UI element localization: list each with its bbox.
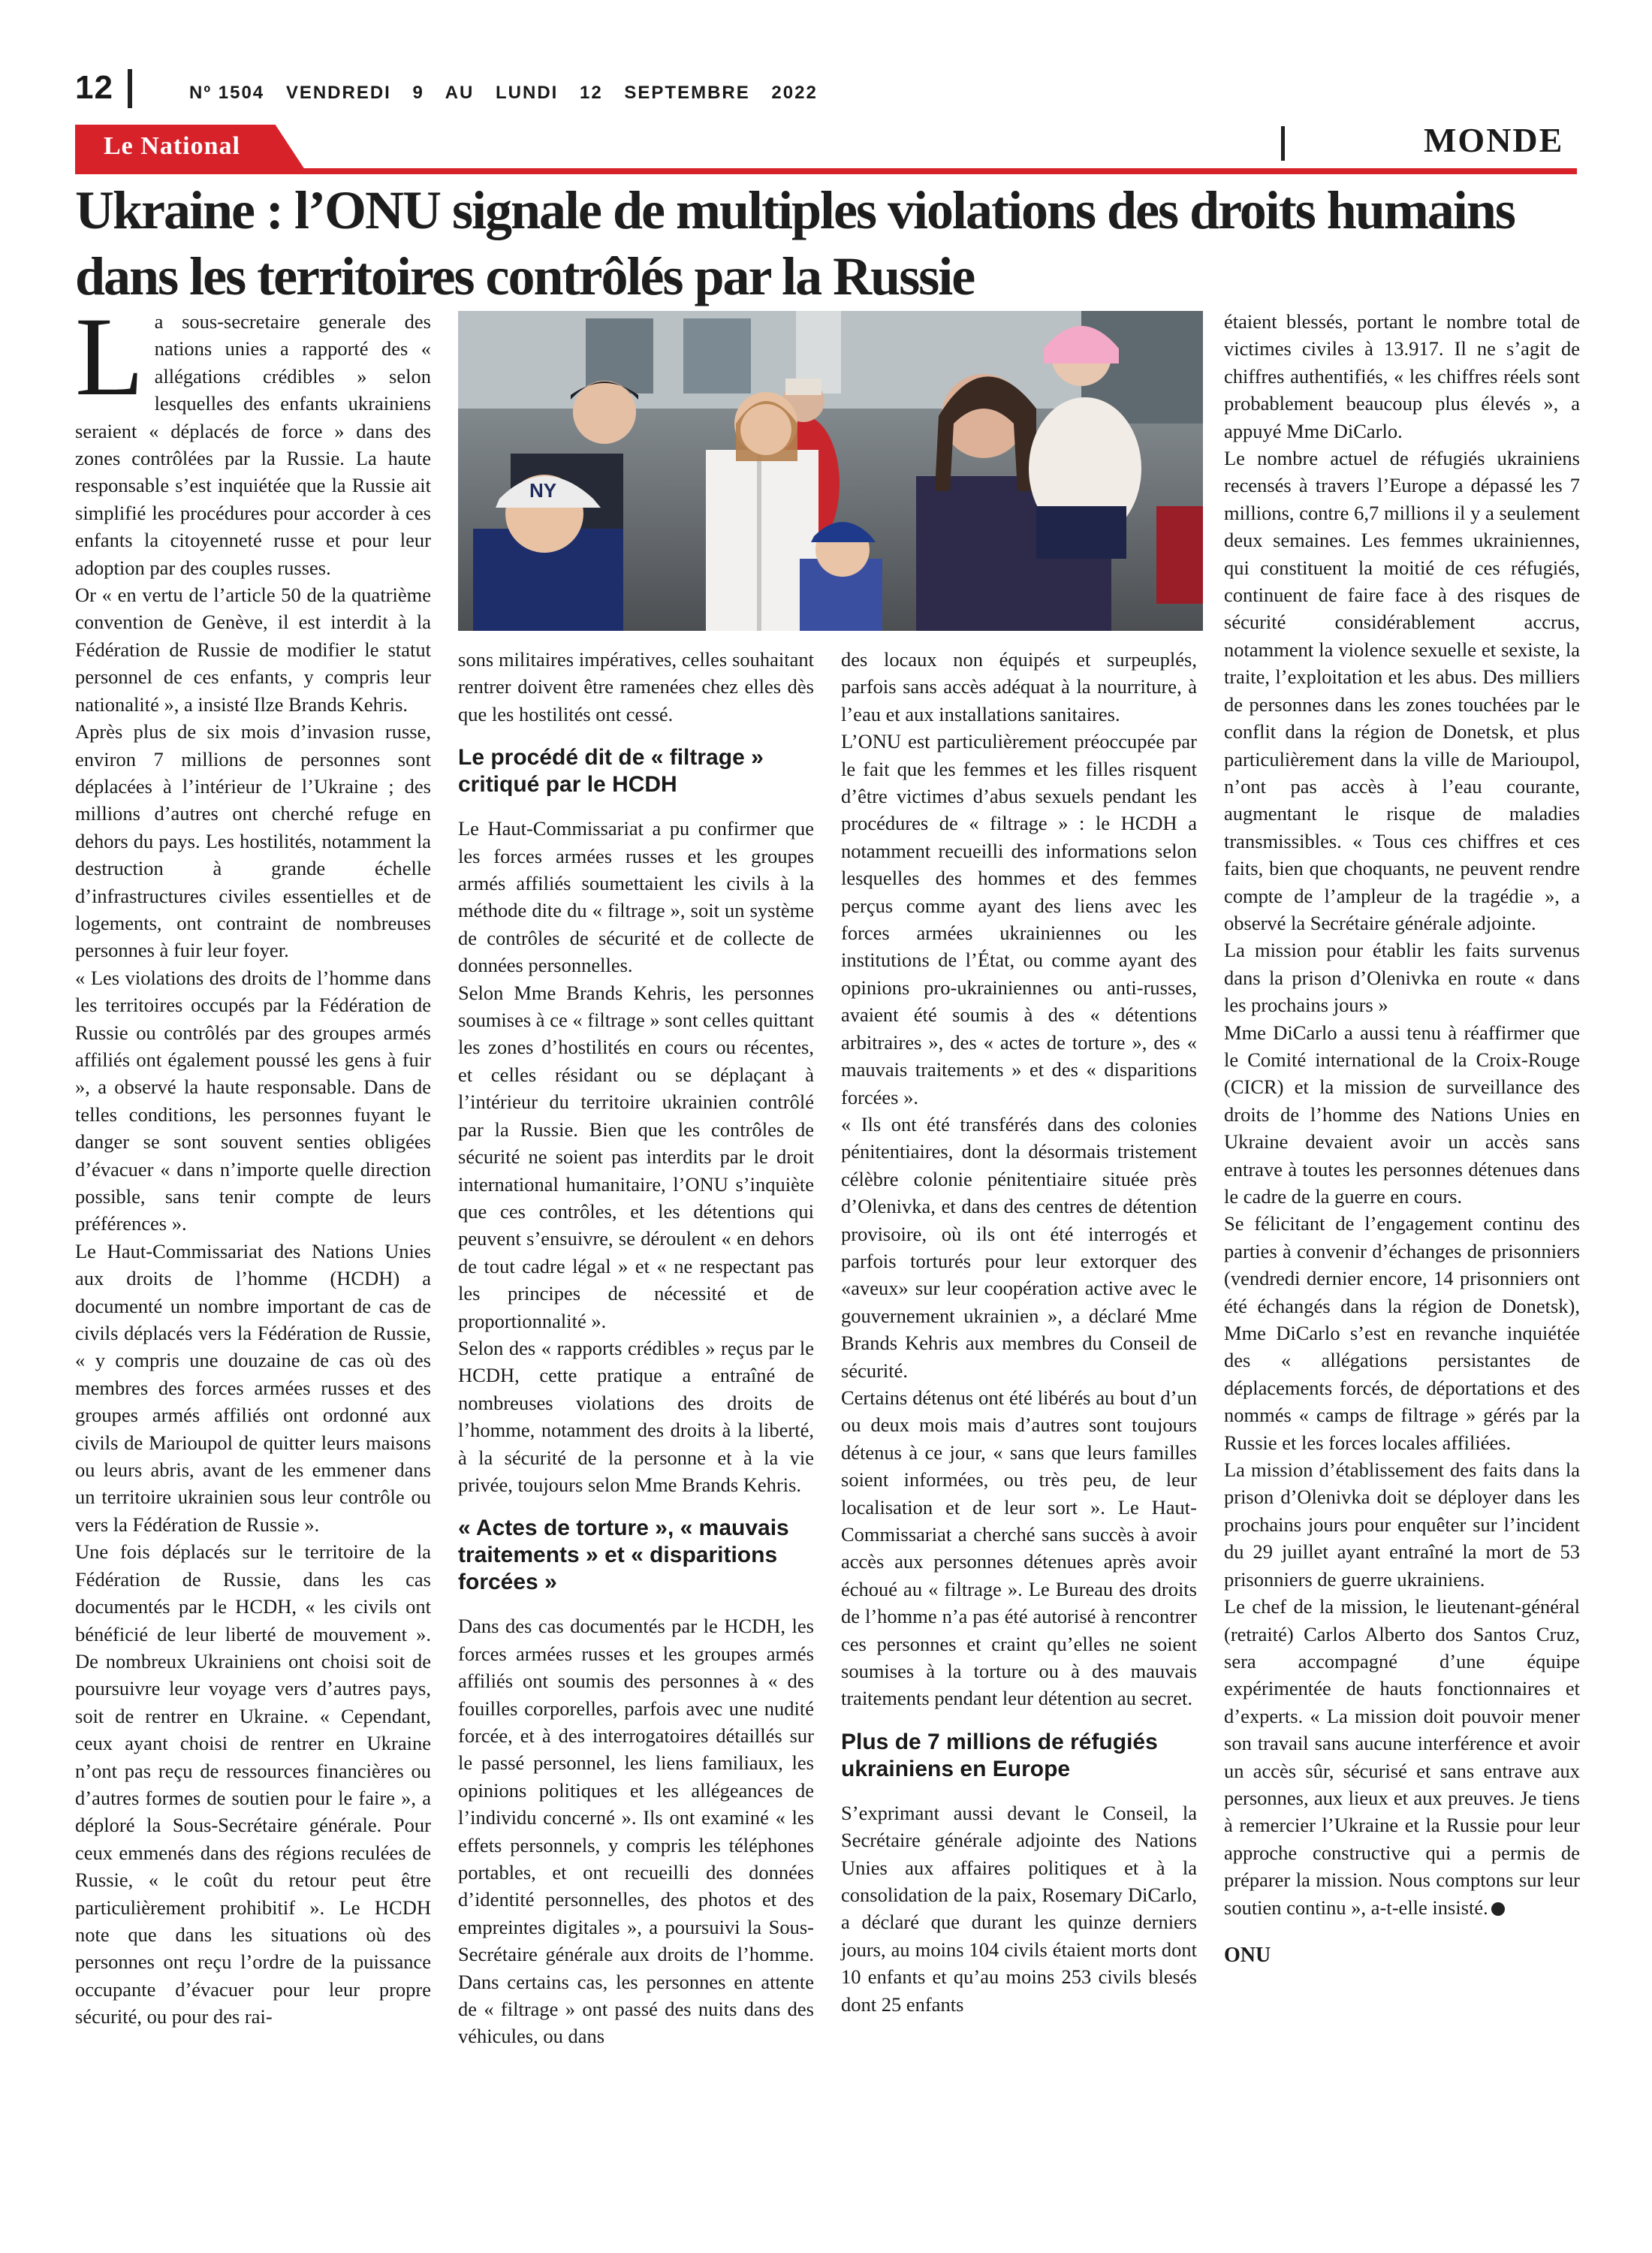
article-paragraph: La mission pour établir les faits survenus dans la prison d’Olenivka en route « dans les prochains jours » bbox=[1224, 939, 1580, 1017]
paragraph-text: a sous-secretaire generale des nations unies a rapporté des « allégations crédibles » selon lesquelles des enfants ukrainiens seraient « déplacés de force » dans des zones contrôlées par la Russie. La haute responsable s’est inquiétée que la Russie ait simplifié les procédures pour accorder à ces enfants la citoyenneté russe et pour leur adoption par des couples russes. bbox=[75, 310, 431, 579]
subheading: Le procédé dit de « filtrage » critiqué par le HCDH bbox=[458, 745, 764, 798]
article-paragraph: Le nombre actuel de réfugiés ukrainiens recensés à travers l’Europe a dépassé les 7 millions, contre 6,7 millions il y a seulement deux semaines. Les femmes ukrainiennes, qui constituent la moitié de ces réfugiés, continuent de faire face à des risques de sécurité considérablement accrus, notamment la violence sexuelle et sexiste, la traite, l’exploitation et les abus. Des milliers de personnes dans les zones touchées par le conflit dans la région de Donetsk, et plus particulièrement dans la ville de Marioupol, n’ont pas accès à l’eau courante, augmentant le risque de maladies transmissibles. « Tous ces chiffres et ces faits, bien que choquants, ne peuvent rendre compte de l’ampleur de la tragédie », a observé la Secrétaire générale adjointe. bbox=[1224, 447, 1580, 934]
article-column-1 bbox=[75, 294, 431, 2031]
refugee-family-photo bbox=[458, 311, 1203, 631]
article-paragraph: « Les violations des droits de l’homme dans les territoires occupés par la Fédération de Russie ou contrôlés par des groupes armés affiliés ont également poussé les gens à fuir », a observé la haute responsable. Dans de telles conditions, les personnes fuyant le danger se sont souvent senties obligées d’évacuer « dans n’importe quelle direction possible, sans tenir compte de leurs préférences ». bbox=[75, 966, 431, 1235]
article-paragraph: Certains détenus ont été libérés au bout d’un ou deux mois mais d’autres sont toujours détenus à ce jour, « sans que leurs familles soient informées, ou très peu, de leur localisation et de leur sort ». Le Haut-Commissariat a cherché sans succès à avoir accès aux personnes détenues après avoir échoué au « filtrage ». Le Bureau des droits de l’homme n’a pas été autorisé à rencontrer ces personnes et craint qu’elles ne soient soumises à la torture ou à des mauvais traitements pendant leur détention au secret. bbox=[841, 1386, 1197, 1710]
section-title: MONDE bbox=[1424, 121, 1564, 159]
end-mark-icon bbox=[1491, 1902, 1505, 1916]
article-paragraph: S’exprimant aussi devant le Conseil, la Secrétaire générale adjointe des Nations Unies aux affaires politiques et à la consolidation de la paix, Rosemary DiCarlo, a déclaré que durant les quinze derniers jours, au moins 104 civils étaient morts dont 10 enfants et qu’au moins 253 civils blesés dont 25 enfants bbox=[841, 1801, 1197, 2016]
date-word: VENDREDI bbox=[285, 83, 391, 103]
section-divider bbox=[1281, 126, 1285, 161]
article-paragraph: Mme DiCarlo a aussi tenu à réaffirmer que le Comité international de la Croix-Rouge (CICR) et la mission de surveillance des droits de l’homme des Nations Unies en Ukraine devaient avoir un accès sans entrave à toutes les personnes détenues dans le cadre de la guerre en cours. bbox=[1224, 1021, 1580, 1208]
article-paragraph: des locaux non équipés et surpeuplés, parfois sans accès adéquat à la nourriture, à l’eau et aux installations sanitaires. bbox=[841, 648, 1197, 725]
date-word: LUNDI bbox=[496, 83, 559, 103]
article-paragraph: sons militaires impératives, celles souhaitant rentrer doivent être ramenées chez elles dès que les hostilités ont cessé. bbox=[458, 648, 814, 725]
article-paragraph: Se félicitant de l’engagement continu des parties à convenir d’échanges de prisonniers (vendredi dernier encore, 14 prisonniers ont été échangés dans la région de Donetsk), Mme DiCarlo s’est en revanche inquiétée des « allégations persistantes de déplacements forcés, de déportations et des nommés « camps de filtrage » gérés par la Russie et les forces locales affiliées. bbox=[1224, 1212, 1580, 1454]
article-paragraph: Dans des cas documentés par le HCDH, les forces armées russes et les groupes armés affiliés ont soumis des personnes à « des fouilles corporelles, parfois avec une nudité forcée, et à des interrogatoires détaillés sur le passé personnel, les liens familiaux, les opinions politiques et les allégeances de l’individu concerné ». Ils ont examiné « les effets personnels, y compris les téléphones portables, et ont recueilli des données d’identité personnelles, des photos et des empreintes digitales », a poursuivi la Sous-Secrétaire générale aux droits de l’homme. Dans certains cas, les personnes en attente de « filtrage » ont passé des nuits dans des véhicules, ou dans bbox=[458, 1615, 814, 2048]
publication-name: Le National bbox=[104, 132, 240, 160]
issue-line bbox=[189, 83, 833, 104]
article-photo bbox=[458, 311, 1203, 631]
article-paragraph: Selon des « rapports crédibles » reçus par le HCDH, cette pratique a entraîné de nombreuses violations des droits de l’homme, notamment des droits à la liberté, à la sécurité de la personne et à la vie privée, toujours selon Mme Brands Kehris. bbox=[458, 1336, 814, 1496]
headline: Ukraine : l’ONU signale de multiples violations des droits humains dans les territoires contrôlés par la Russie bbox=[75, 180, 1515, 306]
article-paragraph: Après plus de six mois d’invasion russe, environ 7 millions de personnes sont déplacées à l’intérieur de l’Ukraine ; des millions d’autres ont cherché refuge en dehors du pays. Les hostilités, notamment la destruction à grande échelle d’infrastructures civiles essentielles et de logements, ont contraint de nombreuses personnes à fuir leur foyer. bbox=[75, 720, 431, 962]
article-paragraph: Une fois déplacés sur le territoire de la Fédération de Russie, dans les cas documentés par le HCDH, « les civils ont bénéficié de leur liberté de mouvement ». De nombreux Ukrainiens ont choisi soit de poursuivre leur voyage vers d’autres pays, soit de rentrer en Ukraine. « Cependant, ceux ayant choisi de rentrer en Ukraine n’ont pas reçu de ressources financières ou d’autres formes de soutien pour le faire », a déploré la Sous-Secrétaire générale. Pour ceux emmenés dans des régions reculées de Russie, « le coût du retour peut être particulièrement prohibitif ». Le HCDH note que dans les situations où des personnes ont reçu l’ordre de la puissance occupante d’évacuer pour leur propre sécurité, ou pour des rai- bbox=[75, 1540, 431, 2028]
page-number-divider bbox=[128, 69, 132, 108]
subheading: « Actes de torture », « mauvais traitements » et « disparitions forcées » bbox=[458, 1516, 789, 1595]
article-paragraph: Le Haut-Commissariat des Nations Unies aux droits de l’homme (HCDH) a documenté un nombre important de cas de civils déplacés vers la Fédération de Russie, « y compris une douzaine de cas où des membres des forces armées russes et des groupes armés affiliés ont ordonné aux civils de Marioupol de quitter leurs maisons ou leurs abris, avant de les emmener dans un territoire ukrainien sous leur contrôle ou vers la Fédération de Russie ». bbox=[75, 1239, 431, 1536]
article-paragraph: étaient blessés, portant le nombre total de victimes civiles à 13.917. Il ne s’agit de chiffres authentifiés, « les chiffres réels sont probablement beaucoup plus élevés », a appuyé Mme DiCarlo. bbox=[1224, 310, 1580, 442]
date-word: 9 bbox=[412, 83, 424, 103]
date-word: SEPTEMBRE bbox=[624, 83, 750, 103]
article-paragraph: L’ONU est particulièrement préoccupée par le fait que les femmes et les filles risquent d’être victimes d’abus sexuels pendant les procédures de « filtrage » : le HCDH a notamment recueilli des informations selon lesquelles des hommes et des femmes perçus comme ayant des liens avec les forces armées ukrainiennes ou les institutions de l’État, ou comme ayant des opinions pro-ukrainiennes ou anti-russes, avaient été soumis à des « détentions arbitraires », des « actes de torture », des « mauvais traitements » et des « disparitions forcées ». bbox=[841, 730, 1197, 1108]
article-paragraph: « Ils ont été transférés dans des colonies pénitentiaires, dont la désormais tristement célèbre colonie pénitentiaire située près d’Olenivka, et dans des centres de détention provisoire, où ils ont été interrogés et parfois torturés pour leur extorquer des «aveux» sur leur coopération active avec le gouvernement ukrainien », a déclaré Mme Brands Kehris aux membres du Conseil de sécurité. bbox=[841, 1112, 1197, 1382]
date-word: 12 bbox=[580, 83, 603, 103]
article-paragraph: Selon Mme Brands Kehris, les personnes soumises à ce « filtrage » sont celles quittant les zones d’hostilités en cours ou récentes, et celles résidant ou se déplaçant à l’intérieur du territoire ukrainien contrôlé par la Russie. Bien que les contrôles de sécurité ne soient pas interdits par le droit international humanitaire, l’ONU s’inquiète que ces contrôles, et les détentions qui peuvent s’ensuivre, se déroulent « en dehors de tout cadre légal » et « ne respectant pas les principes de nécessité et de proportionnalité ». bbox=[458, 981, 814, 1332]
issue-number: Nº 1504 bbox=[189, 83, 265, 103]
article-paragraph: Le Haut-Commissariat a pu confirmer que les forces armées russes et les groupes armés affiliés soumettaient les civils à la méthode dite du « filtrage », soit un système de contrôles de sécurité et de collecte de données personnelles. bbox=[458, 817, 814, 977]
paragraph-text: Le chef de la mission, le lieutenant-général (retraité) Carlos Alberto dos Santos Cruz, sera accompagné d’une équipe expérimentée de hauts fonctionnaires et d’experts. « La mission doit pouvoir mener son travail sans aucune interférence et avoir un accès sûr, sécurisé et sans entrave aux personnes, aux lieux et aux preuves. Je tiens à remercier l’Ukraine et la Russie pour leur approche constructive qui a permis de préparer la mission. Nous comptons sur leur soutien continu », a-t-elle insisté. bbox=[1224, 1595, 1580, 1919]
svg-text:NY: NY bbox=[529, 479, 557, 502]
dropcap: L bbox=[75, 294, 144, 419]
article-signature: ONU bbox=[1224, 1943, 1271, 1967]
article-paragraph: Or « en vertu de l’article 50 de la quatrième convention de Genève, il est interdit à la Fédération de Russie de modifier le statut personnel de ces enfants, y compris leur nationalité », a insisté Ilze Brands Kehris. bbox=[75, 584, 431, 716]
date-word: AU bbox=[445, 83, 475, 103]
article-paragraph bbox=[75, 294, 431, 581]
article-paragraph: La mission d’établissement des faits dans la prison d’Olenivka doit se déployer dans les prochains jours pour enquêter sur l’incident du 29 juillet ayant entraîné la mort de 53 prisonniers de guerre ukrainiens. bbox=[1224, 1458, 1580, 1591]
header-rule bbox=[75, 168, 1577, 174]
article-column-3 bbox=[841, 646, 1197, 2018]
date-word: 2022 bbox=[771, 83, 818, 103]
page-number: 12 bbox=[75, 69, 113, 106]
subheading: Plus de 7 millions de réfugiés ukrainiens en Europe bbox=[841, 1729, 1158, 1781]
article-column-2 bbox=[458, 646, 814, 2050]
article-paragraph bbox=[1224, 1593, 1580, 1921]
article-column-4 bbox=[1224, 308, 1580, 1969]
